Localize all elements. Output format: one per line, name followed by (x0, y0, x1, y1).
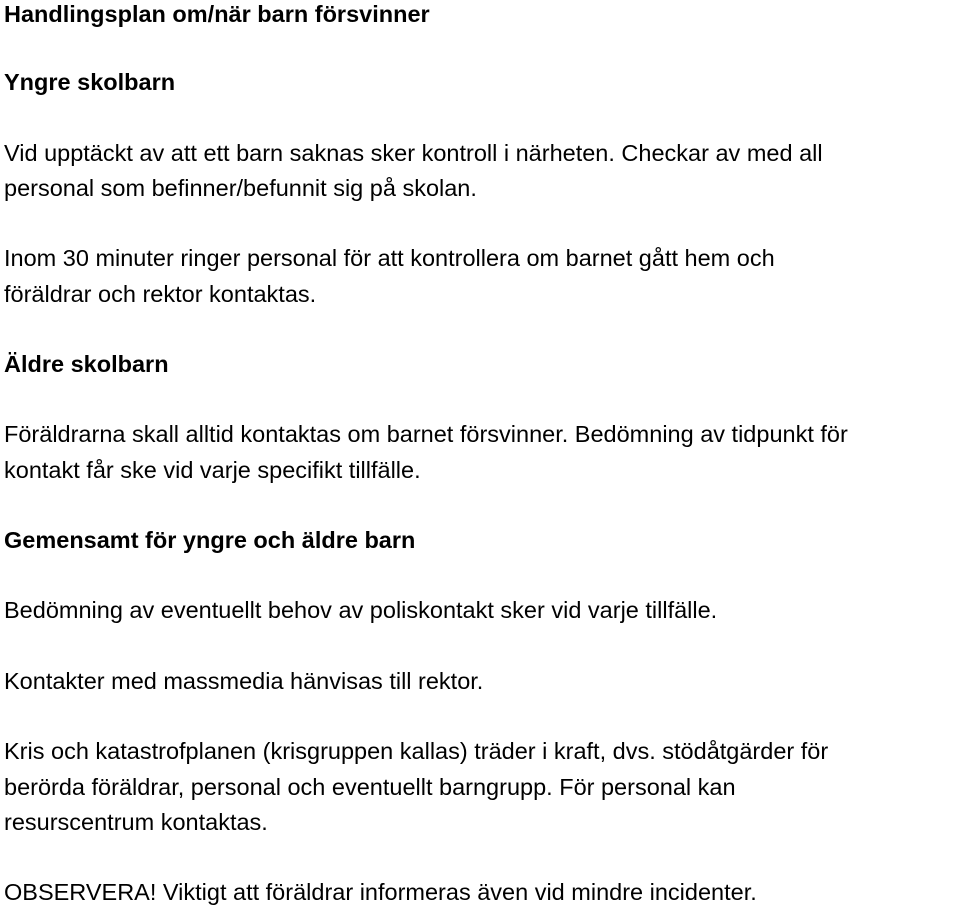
paragraph-line: Vid upptäckt av att ett barn saknas sker kontroll i närheten. Checkar av med all (4, 140, 823, 166)
heading-common: Gemensamt för yngre och äldre barn (4, 527, 416, 553)
paragraph-line: Kris och katastrofplanen (krisgruppen kallas) träder i kraft, dvs. stödåtgärder för (4, 738, 829, 764)
paragraph-line: personal som befinner/befunnit sig på skolan. (4, 175, 477, 201)
document-title: Handlingsplan om/när barn försvinner (4, 1, 430, 27)
paragraph-line: resurscentrum kontaktas. (4, 809, 268, 835)
paragraph-line: föräldrar och rektor kontaktas. (4, 281, 317, 307)
paragraph-line: Inom 30 minuter ringer personal för att kontrollera om barnet gått hem och (4, 245, 775, 271)
paragraph-line: Kontakter med massmedia hänvisas till rektor. (4, 668, 484, 694)
paragraph-line: berörda föräldrar, personal och eventuellt barngrupp. För personal kan (4, 774, 736, 800)
observera-note: OBSERVERA! Viktigt att föräldrar informeras även vid mindre incidenter. (4, 879, 757, 905)
heading-younger-children: Yngre skolbarn (4, 69, 176, 95)
heading-older-children: Äldre skolbarn (4, 351, 169, 377)
paragraph-line: kontakt får ske vid varje specifikt tillfälle. (4, 457, 421, 483)
paragraph-line: Föräldrarna skall alltid kontaktas om barnet försvinner. Bedömning av tidpunkt för (4, 421, 848, 447)
paragraph-line: Bedömning av eventuellt behov av poliskontakt sker vid varje tillfälle. (4, 597, 718, 623)
